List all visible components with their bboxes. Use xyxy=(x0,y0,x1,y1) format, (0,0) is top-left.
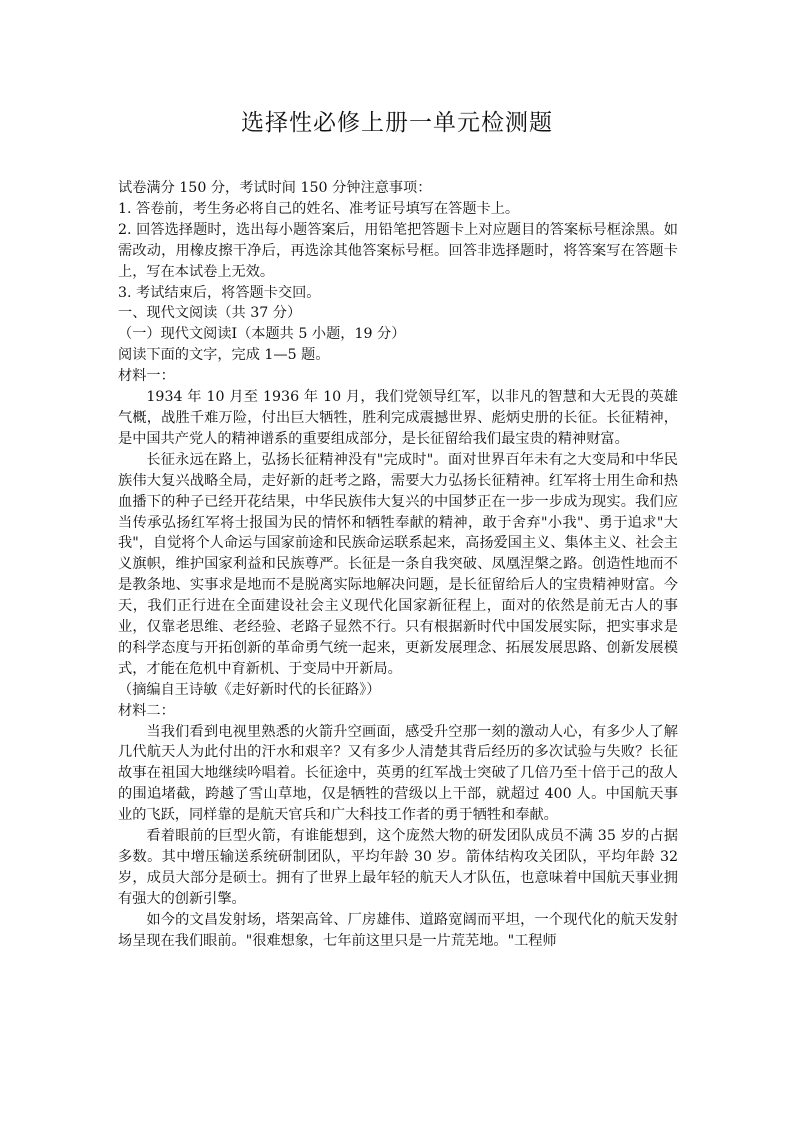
document-body xyxy=(118,178,678,952)
instruction-item-1: 1. 答卷前，考生务必将自己的姓名、准考证号填写在答题卡上。 xyxy=(118,200,520,217)
material-paragraph: 如今的文昌发射场，塔架高耸、厂房雄伟、道路宽阔而平坦，一个现代化的航天发射场呈现在我们眼前。"很难想象，七年前这里只是一片荒芜地。"工程师 xyxy=(118,911,678,949)
section-heading: 一、现代文阅读（共 37 分） xyxy=(118,305,302,322)
page-title: 选择性必修上册一单元检测题 xyxy=(241,110,553,136)
subsection-heading: （一）现代文阅读Ⅰ（本题共 5 小题，19 分） xyxy=(118,326,406,343)
material-label: 材料一： xyxy=(118,368,175,385)
reading-instruction: 阅读下面的文字，完成 1—5 题。 xyxy=(118,347,330,364)
material-paragraph: 长征永远在路上，弘扬长征精神没有"完成时"。面对世界百年未有之大变局和中华民族伟大复兴战略全局，走好新的赶考之路，需要大力弘扬长征精神。红军将士用生命和热血播下的种子已经开花结果，中华民族伟大复兴的中国梦正在一步一步成为现实。我们应当传承弘扬红军将士报国为民的情怀和牺牲奉献的精神，敢于舍弃"小我"、勇于追求"大我"，自觉将个人命运与国家前途和民族命运联系起来，高扬爱国主义、集体主义、社会主义旗帜，维护国家利益和民族尊严。长征是一条自我突破、凤凰涅槃之路。创造性地而不是教条地、实事求是地而不是脱离实际地解决问题，是长征留给后人的宝贵精神财富。今天，我们正行进在全面建设社会主义现代化国家新征程上，面对的依然是前无古人的事业，仅靠老思维、老经验、老路子显然不行。只有根据新时代中国发展实际，把实事求是的科学态度与开拓创新的革命勇气统一起来，更新发展理念、拓展发展思路、创新发展模式，才能在危机中育新机、于变局中开新局。 xyxy=(118,451,678,677)
material-paragraph: 1934 年 10 月至 1936 年 10 月，我们党领导红军，以非凡的智慧和大无畏的英雄气概，战胜千难万险，付出巨大牺牲，胜利完成震撼世界、彪炳史册的长征。长征精神，是中国共产党人的精神谱系的重要组成部分，是长征留给我们最宝贵的精神财富。 xyxy=(118,389,678,447)
exam-notice: 试卷满分 150 分，考试时间 150 分钟注意事项： xyxy=(118,180,432,196)
instruction-item-3: 3. 考试结束后，将答题卡交回。 xyxy=(118,284,321,301)
material-label: 材料二： xyxy=(118,702,175,719)
material-paragraph: 当我们看到电视里熟悉的火箭升空画面，感受升空那一刻的激动人心，有多少人了解几代航天人为此付出的汗水和艰辛？又有多少人清楚其背后经历的多次试验与失败？长征故事在祖国大地继续吟唱着。长征途中，英勇的红军战士突破了几倍乃至十倍于己的敌人的围追堵截，跨越了雪山草地，仅是牺牲的营级以上干部，就超过 400 人。中国航天事业的飞跃，同样靠的是航天官兵和广大科技工作者的勇于牺牲和奉献。 xyxy=(118,723,678,824)
instruction-item-2: 2. 回答选择题时，选出每小题答案后，用铅笔把答题卡上对应题目的答案标号框涂黑。如需改动，用橡皮擦干净后，再选涂其他答案标号框。回答非选择题时，将答案写在答题卡上，写在本试卷上无效。 xyxy=(118,221,678,280)
source-citation: （摘编自王诗敏《走好新时代的长征路》） xyxy=(118,681,381,698)
material-paragraph: 看着眼前的巨型火箭，有谁能想到，这个庞然大物的研发团队成员不满 35 岁的占据多数。其中增压输送系统研制团队，平均年龄 30 岁。箭体结构攻关团队，平均年龄 32 岁，成员大部分是硕士。拥有了世界上最年轻的航天人才队伍，也意味着中国航天事业拥有强大的创新引擎。 xyxy=(118,828,678,907)
